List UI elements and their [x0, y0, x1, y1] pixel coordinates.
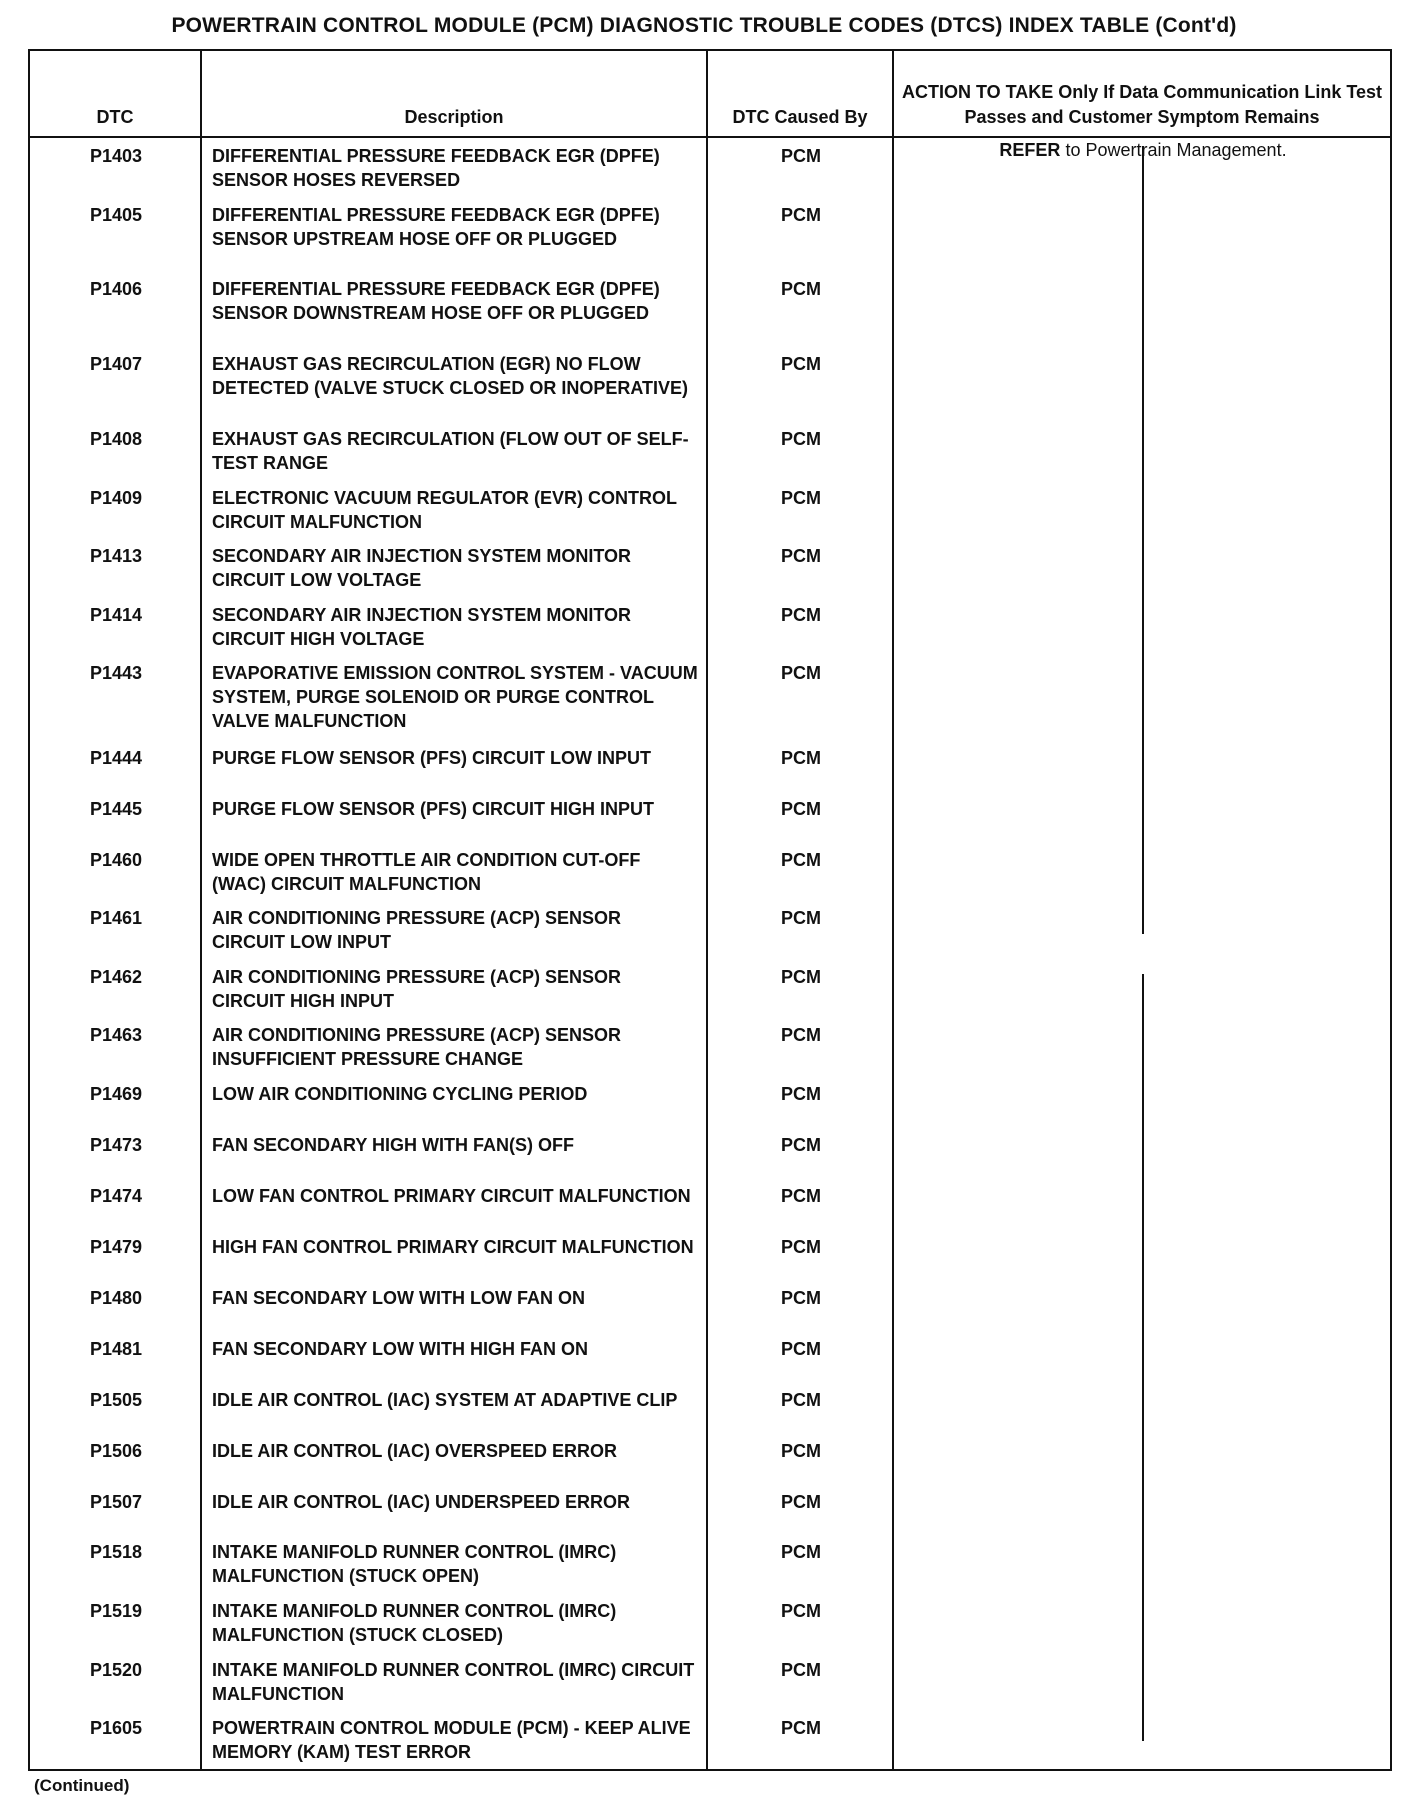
- header-description: Description: [201, 50, 707, 137]
- dtc-caused-by: PCM: [707, 137, 893, 197]
- dtc-caused-by: PCM: [707, 959, 893, 1018]
- dtc-caused-by: PCM: [707, 271, 893, 346]
- dtc-description: INTAKE MANIFOLD RUNNER CONTROL (IMRC) CIRCUIT MALFUNCTION: [201, 1652, 707, 1711]
- dtc-description: AIR CONDITIONING PRESSURE (ACP) SENSOR CIRCUIT HIGH INPUT: [201, 959, 707, 1018]
- dtc-description: LOW AIR CONDITIONING CYCLING PERIOD: [201, 1076, 707, 1127]
- dtc-code: P1506: [29, 1433, 201, 1484]
- dtc-caused-by: PCM: [707, 1076, 893, 1127]
- dtc-code: P1409: [29, 480, 201, 539]
- dtc-caused-by: PCM: [707, 842, 893, 901]
- dtc-description: EVAPORATIVE EMISSION CONTROL SYSTEM - VACUUM SYSTEM, PURGE SOLENOID OR PURGE CONTROL VALVE MALFUNCTION: [201, 655, 707, 740]
- continued-note: (Continued): [34, 1776, 130, 1795]
- dtc-description: DIFFERENTIAL PRESSURE FEEDBACK EGR (DPFE) SENSOR HOSES REVERSED: [201, 137, 707, 197]
- dtc-description: AIR CONDITIONING PRESSURE (ACP) SENSOR CIRCUIT LOW INPUT: [201, 900, 707, 959]
- dtc-description: POWERTRAIN CONTROL MODULE (PCM) - KEEP ALIVE MEMORY (KAM) TEST ERROR: [201, 1710, 707, 1770]
- dtc-description: WIDE OPEN THROTTLE AIR CONDITION CUT-OFF (WAC) CIRCUIT MALFUNCTION: [201, 842, 707, 901]
- action-cell: [893, 137, 1391, 1770]
- dtc-code: P1414: [29, 597, 201, 656]
- table-body: [29, 137, 1391, 1770]
- dtc-caused-by: PCM: [707, 197, 893, 272]
- dtc-code: P1520: [29, 1652, 201, 1711]
- dtc-code: P1463: [29, 1017, 201, 1076]
- table-header-row: [29, 50, 1391, 137]
- action-text: [904, 138, 1382, 162]
- dtc-caused-by: PCM: [707, 1593, 893, 1652]
- dtc-description: HIGH FAN CONTROL PRIMARY CIRCUIT MALFUNCTION: [201, 1229, 707, 1280]
- dtc-description: AIR CONDITIONING PRESSURE (ACP) SENSOR INSUFFICIENT PRESSURE CHANGE: [201, 1017, 707, 1076]
- dtc-caused-by: PCM: [707, 1229, 893, 1280]
- table-row: [29, 137, 1391, 197]
- dtc-code: P1507: [29, 1484, 201, 1535]
- dtc-code: P1444: [29, 740, 201, 791]
- dtc-caused-by: PCM: [707, 1178, 893, 1229]
- dtc-description: FAN SECONDARY LOW WITH HIGH FAN ON: [201, 1331, 707, 1382]
- dtc-code: P1469: [29, 1076, 201, 1127]
- dtc-description: PURGE FLOW SENSOR (PFS) CIRCUIT LOW INPUT: [201, 740, 707, 791]
- dtc-caused-by: PCM: [707, 1331, 893, 1382]
- dtc-code: P1413: [29, 538, 201, 597]
- dtc-description: SECONDARY AIR INJECTION SYSTEM MONITOR CIRCUIT HIGH VOLTAGE: [201, 597, 707, 656]
- dtc-caused-by: PCM: [707, 740, 893, 791]
- dtc-caused-by: PCM: [707, 1484, 893, 1535]
- dtc-description: IDLE AIR CONTROL (IAC) UNDERSPEED ERROR: [201, 1484, 707, 1535]
- dtc-caused-by: PCM: [707, 597, 893, 656]
- header-action: ACTION TO TAKE Only If Data Communication Link Test Passes and Customer Symptom Remains: [893, 50, 1391, 137]
- page-title: POWERTRAIN CONTROL MODULE (PCM) DIAGNOSTIC TROUBLE CODES (DTCS) INDEX TABLE (Cont'd): [171, 14, 1237, 37]
- dtc-caused-by: PCM: [707, 791, 893, 842]
- dtc-description: FAN SECONDARY LOW WITH LOW FAN ON: [201, 1280, 707, 1331]
- dtc-caused-by: PCM: [707, 1382, 893, 1433]
- dtc-code: P1505: [29, 1382, 201, 1433]
- dtc-code: P1480: [29, 1280, 201, 1331]
- dtc-description: DIFFERENTIAL PRESSURE FEEDBACK EGR (DPFE) SENSOR UPSTREAM HOSE OFF OR PLUGGED: [201, 197, 707, 272]
- action-refer: REFER: [999, 140, 1061, 160]
- dtc-caused-by: PCM: [707, 1280, 893, 1331]
- dtc-description: IDLE AIR CONTROL (IAC) SYSTEM AT ADAPTIVE CLIP: [201, 1382, 707, 1433]
- dtc-code: P1481: [29, 1331, 201, 1382]
- header-caused-by: DTC Caused By: [707, 50, 893, 137]
- bracket-line-bottom: [1142, 974, 1144, 1742]
- dtc-code: P1479: [29, 1229, 201, 1280]
- dtc-description: SECONDARY AIR INJECTION SYSTEM MONITOR CIRCUIT LOW VOLTAGE: [201, 538, 707, 597]
- dtc-code: P1460: [29, 842, 201, 901]
- dtc-description: LOW FAN CONTROL PRIMARY CIRCUIT MALFUNCTION: [201, 1178, 707, 1229]
- action-rest: to Powertrain Management.: [1065, 140, 1287, 160]
- dtc-code: P1408: [29, 421, 201, 480]
- dtc-description: ELECTRONIC VACUUM REGULATOR (EVR) CONTROL CIRCUIT MALFUNCTION: [201, 480, 707, 539]
- dtc-code: P1518: [29, 1534, 201, 1593]
- dtc-caused-by: PCM: [707, 421, 893, 480]
- dtc-code: P1406: [29, 271, 201, 346]
- dtc-caused-by: PCM: [707, 900, 893, 959]
- dtc-code: P1407: [29, 346, 201, 421]
- dtc-index-table: [28, 49, 1392, 1771]
- dtc-code: P1403: [29, 137, 201, 197]
- dtc-code: P1445: [29, 791, 201, 842]
- dtc-code: P1519: [29, 1593, 201, 1652]
- dtc-description: INTAKE MANIFOLD RUNNER CONTROL (IMRC) MALFUNCTION (STUCK CLOSED): [201, 1593, 707, 1652]
- dtc-description: DIFFERENTIAL PRESSURE FEEDBACK EGR (DPFE) SENSOR DOWNSTREAM HOSE OFF OR PLUGGED: [201, 271, 707, 346]
- dtc-caused-by: PCM: [707, 1534, 893, 1593]
- dtc-code: P1461: [29, 900, 201, 959]
- dtc-description: INTAKE MANIFOLD RUNNER CONTROL (IMRC) MALFUNCTION (STUCK OPEN): [201, 1534, 707, 1593]
- dtc-code: P1405: [29, 197, 201, 272]
- dtc-code: P1605: [29, 1710, 201, 1770]
- header-dtc: DTC: [29, 50, 201, 137]
- dtc-caused-by: PCM: [707, 1710, 893, 1770]
- dtc-description: EXHAUST GAS RECIRCULATION (EGR) NO FLOW DETECTED (VALVE STUCK CLOSED OR INOPERATIVE): [201, 346, 707, 421]
- dtc-description: EXHAUST GAS RECIRCULATION (FLOW OUT OF SELF-TEST RANGE: [201, 421, 707, 480]
- dtc-caused-by: PCM: [707, 480, 893, 539]
- bracket-line-top: [1142, 146, 1144, 934]
- dtc-caused-by: PCM: [707, 1127, 893, 1178]
- dtc-caused-by: PCM: [707, 1433, 893, 1484]
- dtc-code: P1443: [29, 655, 201, 740]
- dtc-code: P1473: [29, 1127, 201, 1178]
- dtc-code: P1462: [29, 959, 201, 1018]
- dtc-caused-by: PCM: [707, 538, 893, 597]
- dtc-caused-by: PCM: [707, 346, 893, 421]
- dtc-code: P1474: [29, 1178, 201, 1229]
- dtc-caused-by: PCM: [707, 1017, 893, 1076]
- dtc-description: IDLE AIR CONTROL (IAC) OVERSPEED ERROR: [201, 1433, 707, 1484]
- dtc-description: PURGE FLOW SENSOR (PFS) CIRCUIT HIGH INPUT: [201, 791, 707, 842]
- dtc-description: FAN SECONDARY HIGH WITH FAN(S) OFF: [201, 1127, 707, 1178]
- dtc-caused-by: PCM: [707, 655, 893, 740]
- dtc-caused-by: PCM: [707, 1652, 893, 1711]
